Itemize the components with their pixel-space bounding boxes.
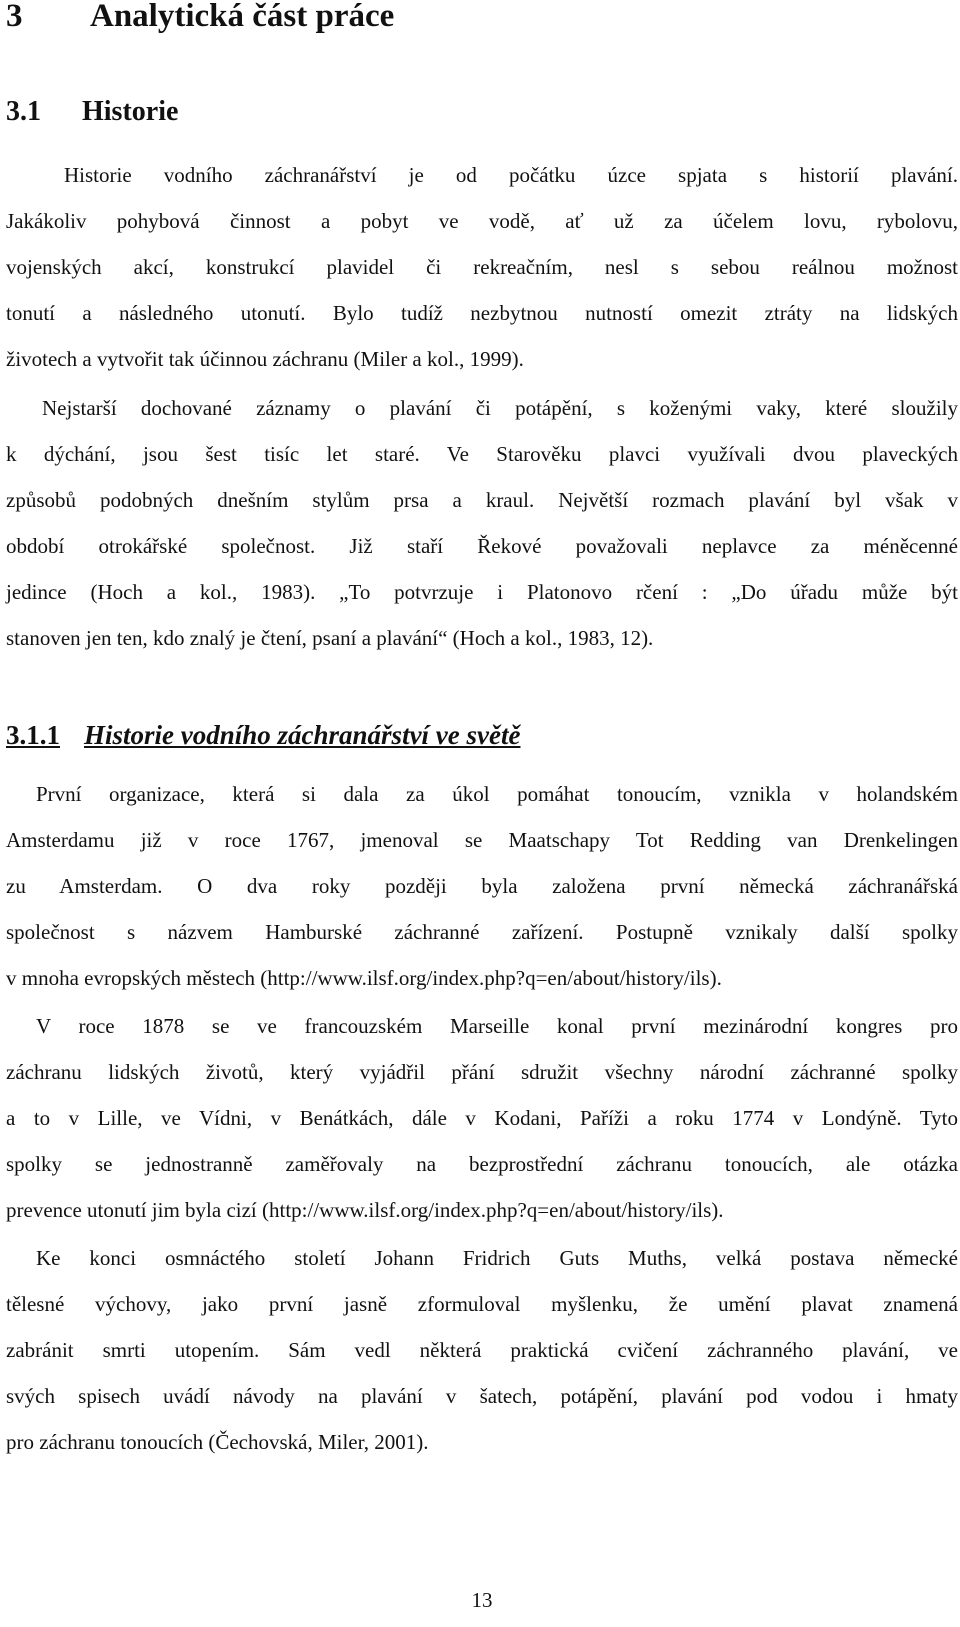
- text-line: záchranu lidských životů, který vyjádřil přání sdružit všechny národní záchranné spolky: [6, 1060, 958, 1084]
- text-line: období otrokářské společnost. Již staří Řekové považovali neplavce za méněcenné: [6, 534, 958, 558]
- text-line: Nejstarší dochované záznamy o plavání či potápění, s koženými vaky, které sloužily: [42, 396, 958, 420]
- paragraph-world-3: [6, 1235, 958, 1465]
- text-line: vojenských akcí, konstrukcí plavidel či rekreačním, nesl s sebou reálnou možnost: [6, 255, 958, 279]
- text-line: zabránit smrti utopením. Sám vedl některá praktická cvičení záchranného plavání, ve: [6, 1338, 958, 1362]
- text-line: životech a vytvořit tak účinnou záchranu (Miler a kol., 1999).: [6, 347, 524, 371]
- text-line: jedince (Hoch a kol., 1983). „To potvrzuje i Platonovo rčení : „Do úřadu může být: [6, 580, 958, 604]
- subsection-number: 3.1.1: [6, 720, 60, 750]
- text-line: svých spisech uvádí návody na plavání v šatech, potápění, plavání pod vodou i hmaty: [6, 1384, 958, 1408]
- text-line: V roce 1878 se ve francouzském Marseille konal první mezinárodní kongres pro: [36, 1014, 958, 1038]
- paragraph-intro-2: [6, 385, 958, 661]
- chapter-title: Analytická část práce: [90, 0, 395, 34]
- page-number: 13: [471, 1588, 493, 1612]
- text-line: prevence utonutí jim byla cizí (http://www.ilsf.org/index.php?q=en/about/history/ils).: [6, 1198, 724, 1222]
- text-line: stanoven jen ten, kdo znalý je čtení, psaní a plavání“ (Hoch a kol., 1983, 12).: [6, 626, 654, 650]
- subsection-heading: [6, 720, 520, 751]
- text-line: Ke konci osmnáctého století Johann Fridrich Guts Muths, velká postava německé: [36, 1246, 958, 1270]
- text-line: První organizace, která si dala za úkol pomáhat tonoucím, vznikla v holandském: [36, 782, 958, 806]
- text-line: a to v Lille, ve Vídni, v Benátkách, dále v Kodani, Paříži a roku 1774 v Londýně. Tyto: [6, 1106, 958, 1130]
- paragraph-world-2: [6, 1003, 958, 1233]
- section-number: 3.1: [6, 96, 41, 127]
- section-title: Historie: [82, 96, 179, 127]
- text-line: Historie vodního záchranářství je od počátku úzce spjata s historií plavání.: [64, 163, 958, 187]
- text-line: zu Amsterdam. O dva roky později byla založena první německá záchranářská: [6, 874, 958, 898]
- text-line: pro záchranu tonoucích (Čechovská, Miler, 2001).: [6, 1430, 429, 1454]
- text-line: v mnoha evropských městech (http://www.ilsf.org/index.php?q=en/about/history/ils).: [6, 966, 722, 990]
- text-line: tělesné výchovy, jako první jasně zformuloval myšlenku, že umění plavat znamená: [6, 1292, 958, 1316]
- paragraph-world-1: [6, 771, 958, 1001]
- subsection-title: Historie vodního záchranářství ve světě: [84, 720, 521, 750]
- paragraph-intro-1: [6, 152, 958, 382]
- section-heading: [6, 96, 178, 128]
- text-line: Amsterdamu již v roce 1767, jmenoval se Maatschapy Tot Redding van Drenkelingen: [6, 828, 958, 852]
- text-line: způsobů podobných dnešním stylům prsa a kraul. Největší rozmach plavání byl však v: [6, 488, 958, 512]
- text-line: společnost s názvem Hamburské záchranné zařízení. Postupně vznikaly další spolky: [6, 920, 958, 944]
- text-line: tonutí a následného utonutí. Bylo tudíž nezbytnou nutností omezit ztráty na lidských: [6, 301, 958, 325]
- chapter-heading: [6, 0, 394, 35]
- text-line: Jakákoliv pohybová činnost a pobyt ve vodě, ať už za účelem lovu, rybolovu,: [6, 209, 958, 233]
- text-line: spolky se jednostranně zaměřovaly na bezprostřední záchranu tonoucích, ale otázka: [6, 1152, 958, 1176]
- text-line: k dýchání, jsou šest tisíc let staré. Ve Starověku plavci využívali dvou plaveckých: [6, 442, 958, 466]
- chapter-number: 3: [6, 0, 23, 34]
